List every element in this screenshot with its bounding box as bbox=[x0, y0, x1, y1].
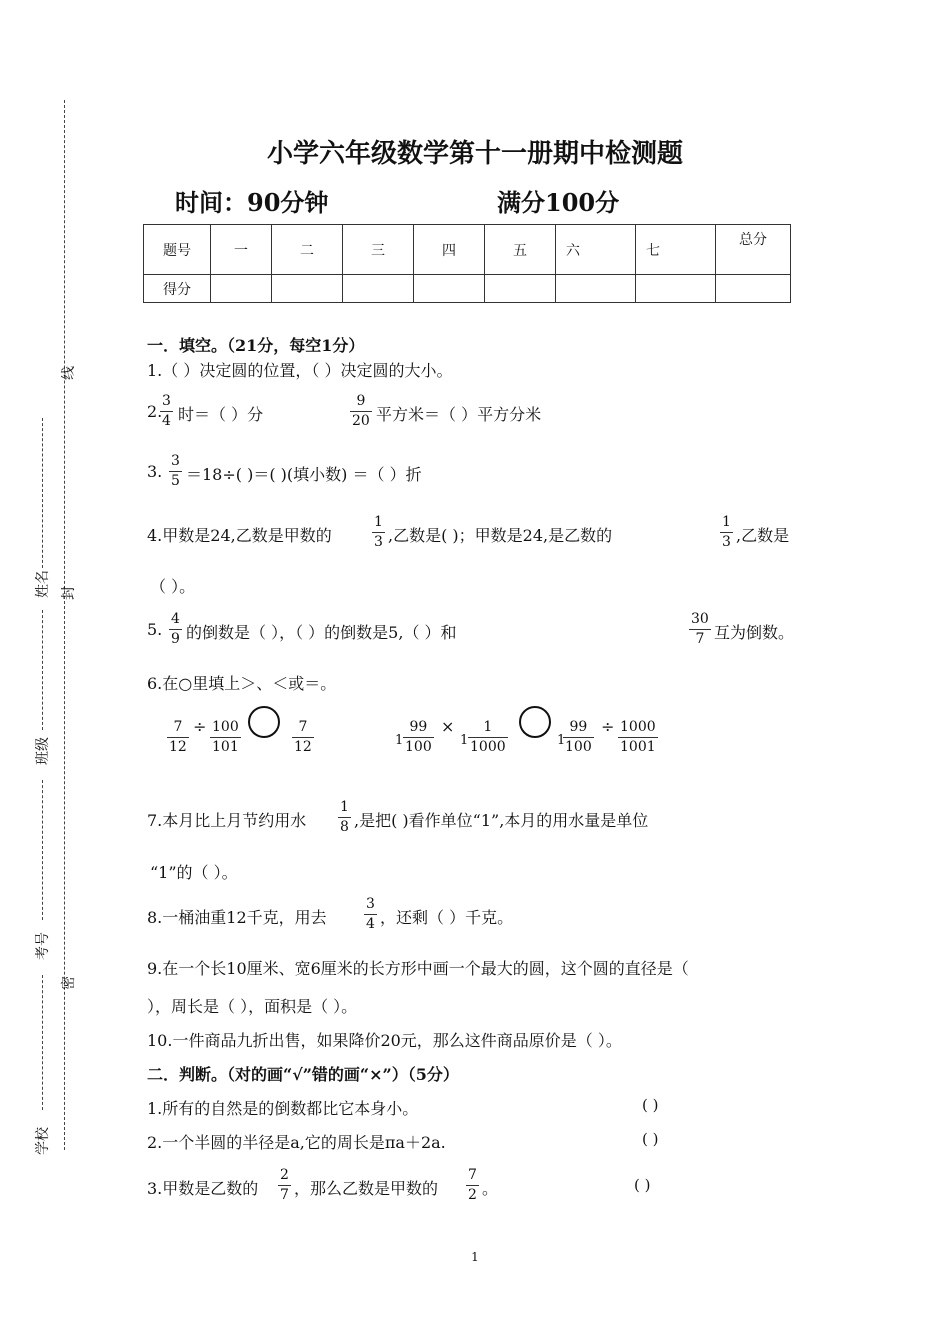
judge-question-1: 1.所有的自然是的倒数都比它本身小。 bbox=[147, 1099, 419, 1118]
denominator: 7 bbox=[695, 631, 705, 647]
numerator: 3 bbox=[162, 393, 171, 409]
fraction-99-100 bbox=[403, 719, 434, 756]
question-1-6: 6.在○里填上＞、＜或＝。 bbox=[147, 674, 337, 693]
score-table bbox=[143, 224, 791, 303]
side-label-name: 姓名 bbox=[35, 570, 51, 598]
divide-sign: ÷ bbox=[193, 717, 207, 736]
numerator: 30 bbox=[691, 611, 709, 627]
fraction-1-3 bbox=[372, 514, 385, 551]
fraction-3-5 bbox=[169, 453, 182, 490]
section-1-heading: 一．填空。（21分，每空1分） bbox=[147, 336, 365, 355]
side-label-class: 班级 bbox=[35, 737, 51, 765]
numerator: 3 bbox=[366, 896, 375, 912]
class-blank-line bbox=[42, 610, 43, 730]
side-label-mi: 密 bbox=[61, 976, 77, 990]
denominator: 5 bbox=[171, 473, 180, 489]
compare-circle-1[interactable] bbox=[248, 706, 280, 738]
question-1-8-text-b: ，还剩（ ）千克。 bbox=[380, 908, 514, 927]
fraction-7-2 bbox=[466, 1167, 479, 1204]
question-1-10: 10.一件商品九折出售，如果降价20元，那么这件商品原价是（ ）。 bbox=[147, 1031, 622, 1050]
score-table-header-row bbox=[144, 225, 791, 275]
numerator: 4 bbox=[171, 611, 180, 627]
denominator: 20 bbox=[352, 413, 370, 429]
question-1-4-text-b: ,乙数是( )；甲数是24,是乙数的 bbox=[388, 526, 613, 545]
whole-number-1: 1 bbox=[395, 733, 404, 748]
numerator: 7 bbox=[298, 719, 308, 735]
numerator: 7 bbox=[173, 719, 183, 735]
denominator: 3 bbox=[374, 534, 383, 550]
question-1-7-text-b: ,是把( )看作单位“1”,本月的用水量是单位 bbox=[354, 811, 649, 830]
fraction-1-8 bbox=[338, 799, 351, 836]
page-title: 小学六年级数学第十一册期中检测题 bbox=[266, 139, 683, 169]
section-2-heading: 二．判断。（对的画“√”错的画“×”）（5分） bbox=[147, 1065, 459, 1084]
question-1-5-text-a: 的倒数是（ ），（ ）的倒数是5,（ ）和 bbox=[186, 623, 457, 642]
score-cell[interactable] bbox=[343, 275, 414, 303]
denominator: 4 bbox=[366, 916, 375, 932]
denominator: 101 bbox=[212, 739, 239, 755]
score-cell[interactable] bbox=[272, 275, 343, 303]
question-1-3-prefix: 3. bbox=[147, 462, 163, 481]
header-cell: 题号 bbox=[144, 225, 211, 275]
question-1-8-text-a: 8.一桶油重12千克，用去 bbox=[147, 908, 327, 927]
answer-paren-2[interactable]: ( ) bbox=[642, 1130, 659, 1148]
fraction-1-1000 bbox=[468, 719, 508, 756]
fraction-7-12 bbox=[167, 719, 189, 756]
question-1-5-text-b: 互为倒数。 bbox=[714, 623, 795, 642]
number-blank-line bbox=[42, 780, 43, 920]
numerator: 1000 bbox=[620, 719, 656, 735]
multiply-sign: × bbox=[441, 717, 455, 736]
score-cell[interactable] bbox=[556, 275, 636, 303]
numerator: 7 bbox=[468, 1167, 477, 1183]
denominator: 3 bbox=[722, 534, 731, 550]
whole-number-1: 1 bbox=[557, 733, 566, 748]
numerator: 2 bbox=[280, 1167, 289, 1183]
score-cell[interactable] bbox=[716, 275, 791, 303]
numerator: 1 bbox=[722, 514, 731, 530]
score-cell[interactable] bbox=[485, 275, 556, 303]
denominator: 12 bbox=[294, 739, 312, 755]
fraction-3-4 bbox=[364, 896, 377, 933]
fraction-99-100 bbox=[563, 719, 594, 756]
header-cell: 五 bbox=[485, 225, 556, 275]
fraction-30-7 bbox=[689, 611, 711, 648]
question-1-2-prefix: 2. bbox=[147, 402, 163, 421]
question-1-1: 1.（ ）决定圆的位置，（ ）决定圆的大小。 bbox=[147, 361, 453, 380]
judge-question-3-text-a: 3.甲数是乙数的 bbox=[147, 1179, 259, 1198]
question-1-4-text-c: ,乙数是 bbox=[736, 526, 790, 545]
fraction-1000-1001 bbox=[618, 719, 658, 756]
numerator: 99 bbox=[409, 719, 428, 735]
numerator: 99 bbox=[569, 719, 588, 735]
numerator: 3 bbox=[171, 453, 180, 469]
score-cell[interactable] bbox=[211, 275, 272, 303]
question-1-9-line-2: ），周长是（ ），面积是（ ）。 bbox=[147, 997, 358, 1016]
compare-circle-2[interactable] bbox=[519, 706, 551, 738]
question-1-4-text-a: 4.甲数是24,乙数是甲数的 bbox=[147, 526, 332, 545]
fraction-4-9 bbox=[169, 611, 182, 648]
question-1-9-line-1: 9.在一个长10厘米、宽6厘米的长方形中画一个最大的圆，这个圆的直径是（ bbox=[147, 959, 689, 978]
fraction-2-7 bbox=[278, 1167, 291, 1204]
numerator: 1 bbox=[483, 719, 493, 735]
denominator: 100 bbox=[405, 739, 432, 755]
side-label-exam-number: 考号 bbox=[35, 932, 51, 960]
school-blank-line bbox=[42, 975, 43, 1110]
denominator: 100 bbox=[565, 739, 592, 755]
denominator: 8 bbox=[340, 819, 349, 835]
fraction-9-20 bbox=[350, 393, 372, 430]
denominator: 9 bbox=[171, 631, 180, 647]
question-1-3-text: ＝18÷( )＝( )(填小数) ＝（ ）折 bbox=[186, 465, 422, 484]
binding-dashed-line bbox=[64, 100, 65, 1150]
side-label-school: 学校 bbox=[35, 1127, 51, 1155]
page-number: 1 bbox=[471, 1250, 479, 1264]
denominator: 2 bbox=[468, 1187, 477, 1203]
judge-question-3-text-b: ，那么乙数是甲数的 bbox=[294, 1179, 439, 1198]
header-cell: 六 bbox=[556, 225, 636, 275]
question-1-5-prefix: 5. bbox=[147, 620, 163, 639]
numerator: 100 bbox=[212, 719, 239, 735]
side-label-xian: 线 bbox=[61, 366, 77, 380]
judge-question-3-text-c: 。 bbox=[482, 1179, 499, 1198]
question-1-2-text-b: 平方米＝（ ）平方分米 bbox=[376, 405, 542, 424]
answer-paren-1[interactable]: ( ) bbox=[642, 1096, 659, 1114]
time-label: 时间：90分钟 bbox=[175, 188, 329, 217]
score-cell[interactable] bbox=[636, 275, 716, 303]
divide-sign: ÷ bbox=[601, 717, 615, 736]
header-cell: 四 bbox=[414, 225, 485, 275]
header-cell: 七 bbox=[636, 225, 716, 275]
full-score-label: 满分100分 bbox=[497, 188, 620, 217]
denominator: 1000 bbox=[470, 739, 506, 755]
numerator: 1 bbox=[340, 799, 349, 815]
header-cell: 二 bbox=[272, 225, 343, 275]
question-1-7-text-c: “1”的（ ）。 bbox=[150, 863, 238, 882]
denominator: 7 bbox=[280, 1187, 289, 1203]
numerator: 1 bbox=[374, 514, 383, 530]
header-cell: 一 bbox=[211, 225, 272, 275]
denominator: 1001 bbox=[620, 739, 656, 755]
judge-question-2: 2.一个半圆的半径是a,它的周长是πa＋2a. bbox=[147, 1133, 446, 1152]
question-1-7-text-a: 7.本月比上月节约用水 bbox=[147, 811, 307, 830]
side-label-feng: 封 bbox=[61, 586, 77, 600]
row-label: 得分 bbox=[144, 275, 211, 303]
fraction-100-101 bbox=[210, 719, 241, 756]
question-1-2-text-a: 时＝（ ）分 bbox=[178, 405, 264, 424]
question-1-4-text-d: （ ）。 bbox=[150, 577, 196, 596]
fraction-7-12 bbox=[292, 719, 314, 756]
denominator: 12 bbox=[169, 739, 187, 755]
answer-paren-3[interactable]: ( ) bbox=[634, 1176, 651, 1194]
numerator: 9 bbox=[356, 393, 366, 409]
header-cell: 总分 bbox=[716, 225, 791, 275]
fraction-1-3 bbox=[720, 514, 733, 551]
score-table-score-row bbox=[144, 275, 791, 303]
header-cell: 三 bbox=[343, 225, 414, 275]
score-cell[interactable] bbox=[414, 275, 485, 303]
denominator: 4 bbox=[162, 413, 171, 429]
whole-number-1: 1 bbox=[460, 733, 469, 748]
fraction-3-4 bbox=[160, 393, 173, 430]
name-blank-line bbox=[42, 418, 43, 568]
